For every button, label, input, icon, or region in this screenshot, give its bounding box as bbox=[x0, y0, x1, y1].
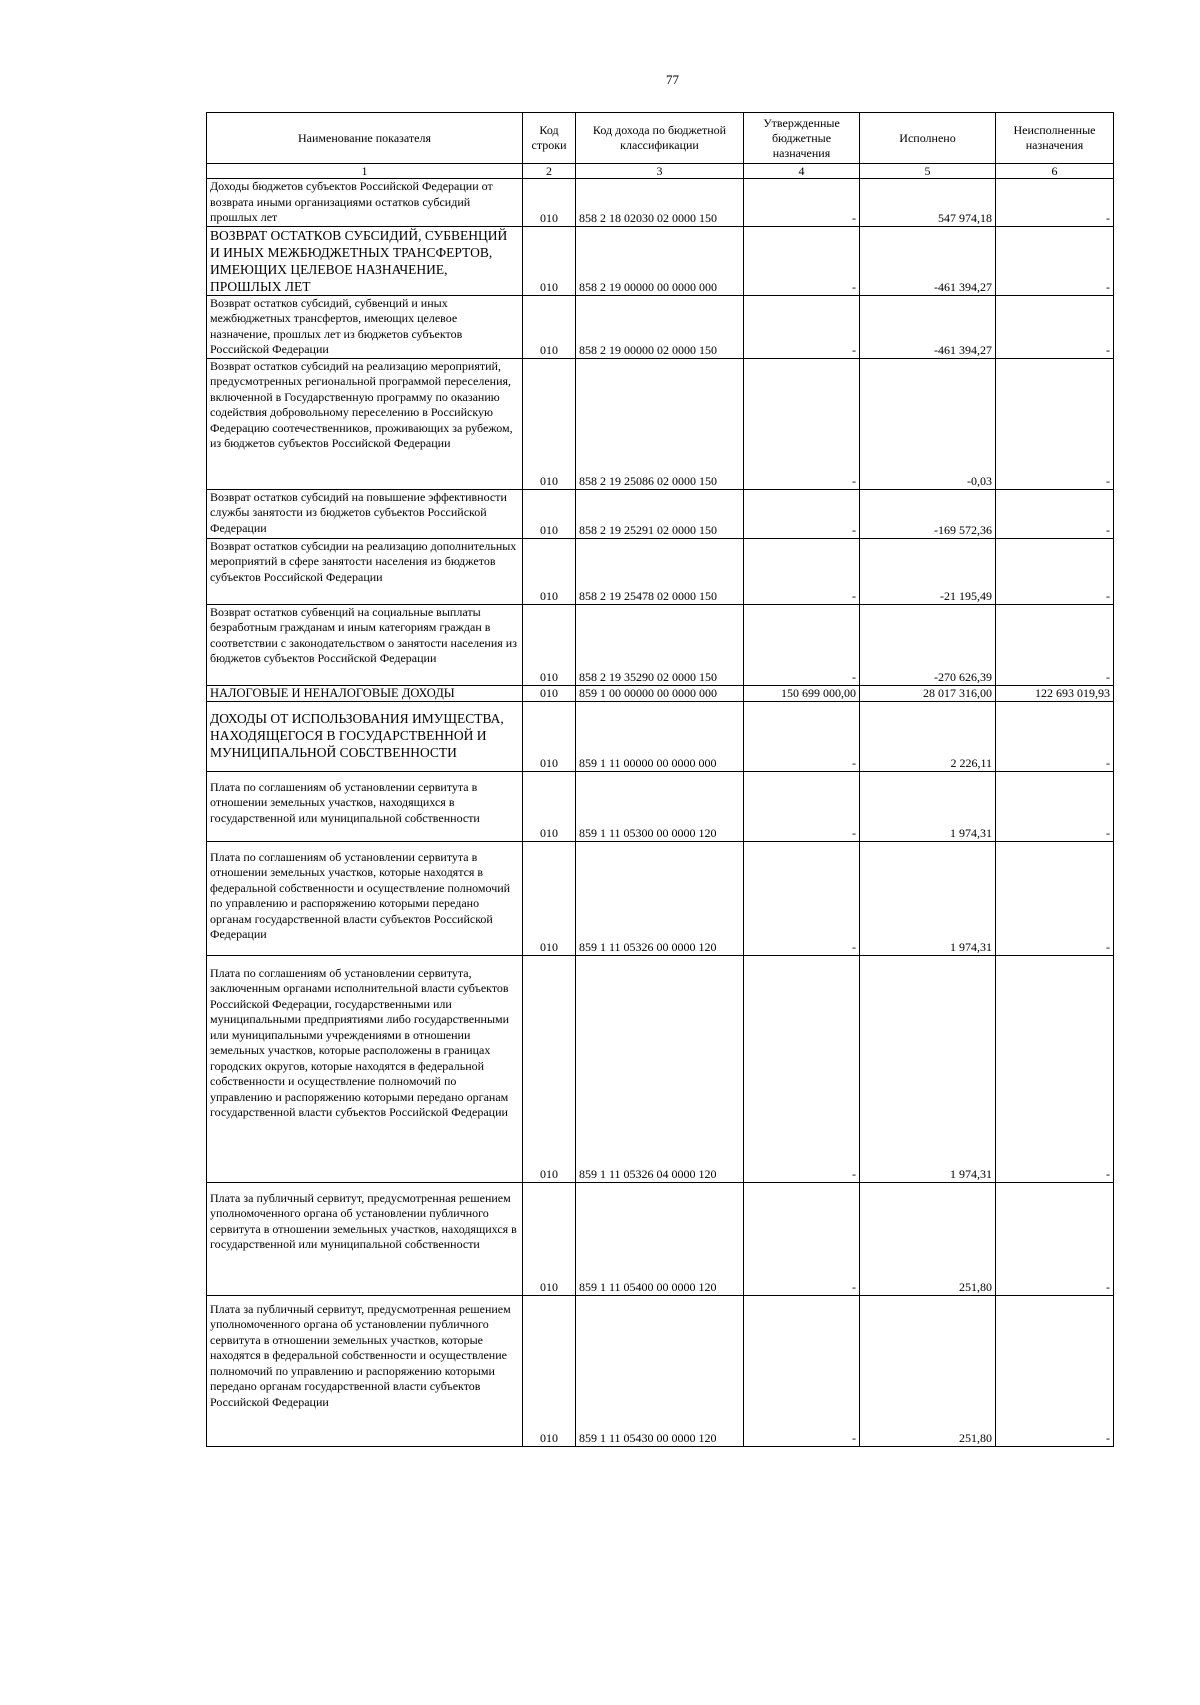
row-executed: -0,03 bbox=[860, 358, 996, 489]
row-indicator-name: Возврат остатков субсидий на реализацию мероприятий, предусмотренных региональной программой переселения, включенной в Государственную программу по оказанию содействия добровольному переселению в Российскую Федерацию соотечественников, проживающих за рубежом, из бюджетов субъектов Российской Федерации bbox=[207, 358, 523, 489]
row-executed: -270 626,39 bbox=[860, 604, 996, 685]
header-approved: Утвержденные бюджетные назначения bbox=[744, 113, 860, 164]
header-line-code: Код строки bbox=[523, 113, 576, 164]
row-indicator-name: Плата по соглашениям об установлении сервитута в отношении земельных участков, которые находятся в федеральной собственности и осуществление полномочий по управлению и распоряжению которыми передано органам государственной власти субъектов Российской Федерации bbox=[207, 841, 523, 955]
row-approved: - bbox=[744, 771, 860, 841]
row-income-code: 858 2 19 00000 02 0000 150 bbox=[576, 295, 744, 358]
table-row bbox=[207, 841, 1114, 955]
row-approved: - bbox=[744, 604, 860, 685]
row-income-code: 859 1 11 05326 04 0000 120 bbox=[576, 955, 744, 1182]
row-line-code: 010 bbox=[523, 358, 576, 489]
row-executed: -21 195,49 bbox=[860, 538, 996, 604]
row-indicator-name: ДОХОДЫ ОТ ИСПОЛЬЗОВАНИЯ ИМУЩЕСТВА, НАХОДЯЩЕГОСЯ В ГОСУДАРСТВЕННОЙ И МУНИЦИПАЛЬНОЙ СОБСТВЕННОСТИ bbox=[207, 701, 523, 771]
row-approved: - bbox=[744, 538, 860, 604]
row-income-code: 858 2 19 25291 02 0000 150 bbox=[576, 489, 744, 538]
row-approved: - bbox=[744, 179, 860, 227]
row-unexecuted: - bbox=[996, 1295, 1114, 1446]
row-income-code: 858 2 18 02030 02 0000 150 bbox=[576, 179, 744, 227]
table-row bbox=[207, 955, 1114, 1182]
table-row bbox=[207, 1295, 1114, 1446]
row-indicator-name: Плата по соглашениям об установлении сервитута, заключенным органами исполнительной власти субъектов Российской Федерации, государственными или муниципальными предприятиями либо государственными или муниципальными учреждениями в отношении земельных участков, которые расположены в границах городских округов, которые находятся в федеральной собственности и осуществление полномочий по управлению и распоряжению которыми передано органам государственной власти субъектов Российской Федерации bbox=[207, 955, 523, 1182]
row-executed: 1 974,31 bbox=[860, 771, 996, 841]
table-row bbox=[207, 1182, 1114, 1295]
row-approved: - bbox=[744, 955, 860, 1182]
row-indicator-name: Доходы бюджетов субъектов Российской Федерации от возврата иными организациями остатков субсидий прошлых лет bbox=[207, 179, 523, 227]
row-indicator-name: ВОЗВРАТ ОСТАТКОВ СУБСИДИЙ, СУБВЕНЦИЙ И ИНЫХ МЕЖБЮДЖЕТНЫХ ТРАНСФЕРТОВ, ИМЕЮЩИХ ЦЕЛЕВОЕ НАЗНАЧЕНИЕ, ПРОШЛЫХ ЛЕТ bbox=[207, 226, 523, 295]
column-number: 5 bbox=[860, 164, 996, 179]
row-approved: - bbox=[744, 841, 860, 955]
row-line-code: 010 bbox=[523, 771, 576, 841]
header-income-code: Код дохода по бюджетной классификации bbox=[576, 113, 744, 164]
row-line-code: 010 bbox=[523, 1182, 576, 1295]
row-executed: 1 974,31 bbox=[860, 841, 996, 955]
row-unexecuted: - bbox=[996, 538, 1114, 604]
row-line-code: 010 bbox=[523, 841, 576, 955]
row-line-code: 010 bbox=[523, 685, 576, 701]
row-executed: 28 017 316,00 bbox=[860, 685, 996, 701]
row-line-code: 010 bbox=[523, 538, 576, 604]
page-number-text: 77 bbox=[666, 72, 679, 87]
row-income-code: 859 1 11 05400 00 0000 120 bbox=[576, 1182, 744, 1295]
budget-execution-table bbox=[206, 112, 1114, 1447]
table-header-row bbox=[207, 113, 1114, 164]
row-unexecuted: - bbox=[996, 1182, 1114, 1295]
row-indicator-name: НАЛОГОВЫЕ И НЕНАЛОГОВЫЕ ДОХОДЫ bbox=[207, 685, 523, 701]
row-line-code: 010 bbox=[523, 489, 576, 538]
column-number: 6 bbox=[996, 164, 1114, 179]
row-indicator-name: Возврат остатков субсидии на реализацию дополнительных мероприятий в сфере занятости населения из бюджетов субъектов Российской Федерации bbox=[207, 538, 523, 604]
header-unexecuted: Неисполненные назначения bbox=[996, 113, 1114, 164]
row-approved: - bbox=[744, 226, 860, 295]
row-executed: -461 394,27 bbox=[860, 226, 996, 295]
header-indicator-name: Наименование показателя bbox=[207, 113, 523, 164]
row-line-code: 010 bbox=[523, 955, 576, 1182]
row-line-code: 010 bbox=[523, 295, 576, 358]
row-income-code: 858 2 19 25086 02 0000 150 bbox=[576, 358, 744, 489]
row-line-code: 010 bbox=[523, 179, 576, 227]
row-income-code: 859 1 11 05326 00 0000 120 bbox=[576, 841, 744, 955]
row-unexecuted: - bbox=[996, 489, 1114, 538]
row-executed: 547 974,18 bbox=[860, 179, 996, 227]
row-approved: - bbox=[744, 1182, 860, 1295]
table-row bbox=[207, 295, 1114, 358]
table-row bbox=[207, 771, 1114, 841]
row-indicator-name: Плата за публичный сервитут, предусмотренная решением уполномоченного органа об установлении публичного сервитута в отношении земельных участков, находящихся в государственной или муниципальной собственности bbox=[207, 1182, 523, 1295]
column-number: 1 bbox=[207, 164, 523, 179]
row-unexecuted: - bbox=[996, 771, 1114, 841]
row-executed: 251,80 bbox=[860, 1182, 996, 1295]
row-approved: 150 699 000,00 bbox=[744, 685, 860, 701]
table-row bbox=[207, 226, 1114, 295]
row-income-code: 859 1 11 05300 00 0000 120 bbox=[576, 771, 744, 841]
row-income-code: 858 2 19 35290 02 0000 150 bbox=[576, 604, 744, 685]
row-unexecuted: 122 693 019,93 bbox=[996, 685, 1114, 701]
row-indicator-name: Возврат остатков субсидий, субвенций и иных межбюджетных трансфертов, имеющих целевое назначение, прошлых лет из бюджетов субъектов Российской Федерации bbox=[207, 295, 523, 358]
row-approved: - bbox=[744, 701, 860, 771]
row-executed: 2 226,11 bbox=[860, 701, 996, 771]
row-unexecuted: - bbox=[996, 701, 1114, 771]
row-income-code: 858 2 19 00000 00 0000 000 bbox=[576, 226, 744, 295]
row-unexecuted: - bbox=[996, 295, 1114, 358]
row-income-code: 859 1 11 05430 00 0000 120 bbox=[576, 1295, 744, 1446]
table-row bbox=[207, 604, 1114, 685]
row-executed: 251,80 bbox=[860, 1295, 996, 1446]
row-unexecuted: - bbox=[996, 604, 1114, 685]
table-row bbox=[207, 179, 1114, 227]
row-indicator-name: Плата за публичный сервитут, предусмотренная решением уполномоченного органа об установлении публичного сервитута в отношении земельных участков, которые находятся в федеральной собственности и осуществление полномочий по управлению и распоряжению которыми передано органам государственной власти субъектов Российской Федерации bbox=[207, 1295, 523, 1446]
row-unexecuted: - bbox=[996, 358, 1114, 489]
row-executed: -461 394,27 bbox=[860, 295, 996, 358]
column-number: 3 bbox=[576, 164, 744, 179]
row-income-code: 859 1 11 00000 00 0000 000 bbox=[576, 701, 744, 771]
row-approved: - bbox=[744, 358, 860, 489]
row-income-code: 858 2 19 25478 02 0000 150 bbox=[576, 538, 744, 604]
row-line-code: 010 bbox=[523, 701, 576, 771]
table-row bbox=[207, 701, 1114, 771]
row-executed: -169 572,36 bbox=[860, 489, 996, 538]
row-indicator-name: Возврат остатков субвенций на социальные выплаты безработным гражданам и иным категориям граждан в соответствии с законодательством о занятости населения из бюджетов субъектов Российской Федерации bbox=[207, 604, 523, 685]
row-line-code: 010 bbox=[523, 1295, 576, 1446]
table-row bbox=[207, 489, 1114, 538]
row-unexecuted: - bbox=[996, 841, 1114, 955]
row-approved: - bbox=[744, 295, 860, 358]
table-row bbox=[207, 685, 1114, 701]
header-executed: Исполнено bbox=[860, 113, 996, 164]
column-number-row bbox=[207, 164, 1114, 179]
row-indicator-name: Возврат остатков субсидий на повышение эффективности службы занятости из бюджетов субъектов Российской Федерации bbox=[207, 489, 523, 538]
row-approved: - bbox=[744, 489, 860, 538]
column-number: 4 bbox=[744, 164, 860, 179]
table-row bbox=[207, 538, 1114, 604]
row-executed: 1 974,31 bbox=[860, 955, 996, 1182]
row-unexecuted: - bbox=[996, 179, 1114, 227]
column-number: 2 bbox=[523, 164, 576, 179]
row-unexecuted: - bbox=[996, 226, 1114, 295]
row-line-code: 010 bbox=[523, 604, 576, 685]
row-approved: - bbox=[744, 1295, 860, 1446]
table-row bbox=[207, 358, 1114, 489]
row-unexecuted: - bbox=[996, 955, 1114, 1182]
row-line-code: 010 bbox=[523, 226, 576, 295]
row-indicator-name: Плата по соглашениям об установлении сервитута в отношении земельных участков, находящихся в государственной или муниципальной собственности bbox=[207, 771, 523, 841]
row-income-code: 859 1 00 00000 00 0000 000 bbox=[576, 685, 744, 701]
